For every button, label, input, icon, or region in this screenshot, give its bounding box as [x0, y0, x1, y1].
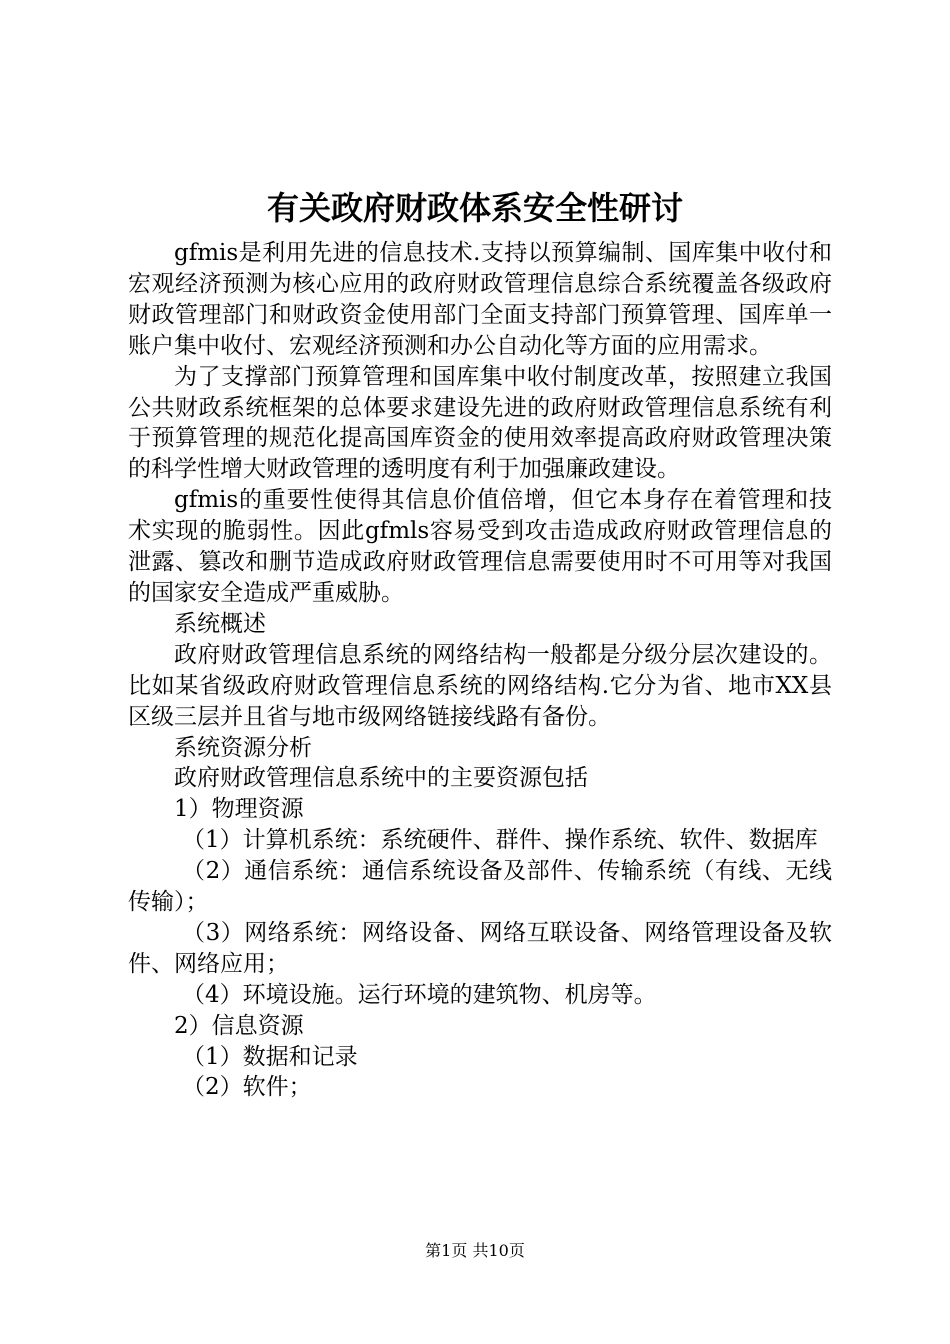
page-total: 共10页	[472, 1241, 525, 1260]
list-heading: 2）信息资源	[174, 1012, 304, 1039]
paragraph: 政府财政管理信息系统的网络结构一般都是分级分层次建设的。比如某省级政府财政管理信息系统的网络结构.它分为省、地市XX县区级三层并且省与地市级网络链接线路有备份。	[128, 641, 832, 730]
list-item: （1）数据和记录	[182, 1043, 358, 1070]
paragraph: gfmis是利用先进的信息技术.支持以预算编制、国库集中收付和宏观经济预测为核心应用的政府财政管理信息综合系统覆盖各级政府财政管理部门和财政资金使用部门全面支持部门预算管理、国库单一账户集中收付、宏观经济预测和办公自动化等方面的应用需求。	[128, 240, 832, 359]
page-footer	[0, 1240, 950, 1262]
document-title: 有关政府财政体系安全性研讨	[266, 189, 683, 227]
paragraph: gfmis的重要性使得其信息价值倍增，但它本身存在着管理和技术实现的脆弱性。因此gfmls容易受到攻击造成政府财政管理信息的泄露、篡改和删节造成政府财政管理信息需要使用时不可用等对我国的国家安全造成严重威胁。	[128, 487, 832, 606]
document-body	[128, 238, 832, 1103]
list-heading: 1）物理资源	[174, 796, 304, 823]
list-item: （1）计算机系统：系统硬件、群件、操作系统、软件、数据库	[182, 827, 818, 854]
list-item: （2）通信系统：通信系统设备及部件、传输系统（有线、无线传输）；	[128, 858, 832, 916]
list-item: （2）软件；	[182, 1074, 312, 1101]
page-number: 第1页	[425, 1241, 468, 1260]
section-heading: 系统资源分析	[174, 734, 312, 761]
list-item: （4）环境设施。运行环境的建筑物、机房等。	[182, 981, 657, 1008]
paragraph: 为了支撑部门预算管理和国库集中收付制度改革，按照建立我国公共财政系统框架的总体要求建设先进的政府财政管理信息系统有利于预算管理的规范化提高国库资金的使用效率提高政府财政管理决策的科学性增大财政管理的透明度有利于加强廉政建设。	[128, 363, 832, 483]
section-heading: 系统概述	[174, 610, 266, 637]
paragraph: 政府财政管理信息系统中的主要资源包括	[174, 765, 588, 792]
list-item: （3）网络系统：网络设备、网络互联设备、网络管理设备及软件、网络应用；	[128, 919, 832, 977]
